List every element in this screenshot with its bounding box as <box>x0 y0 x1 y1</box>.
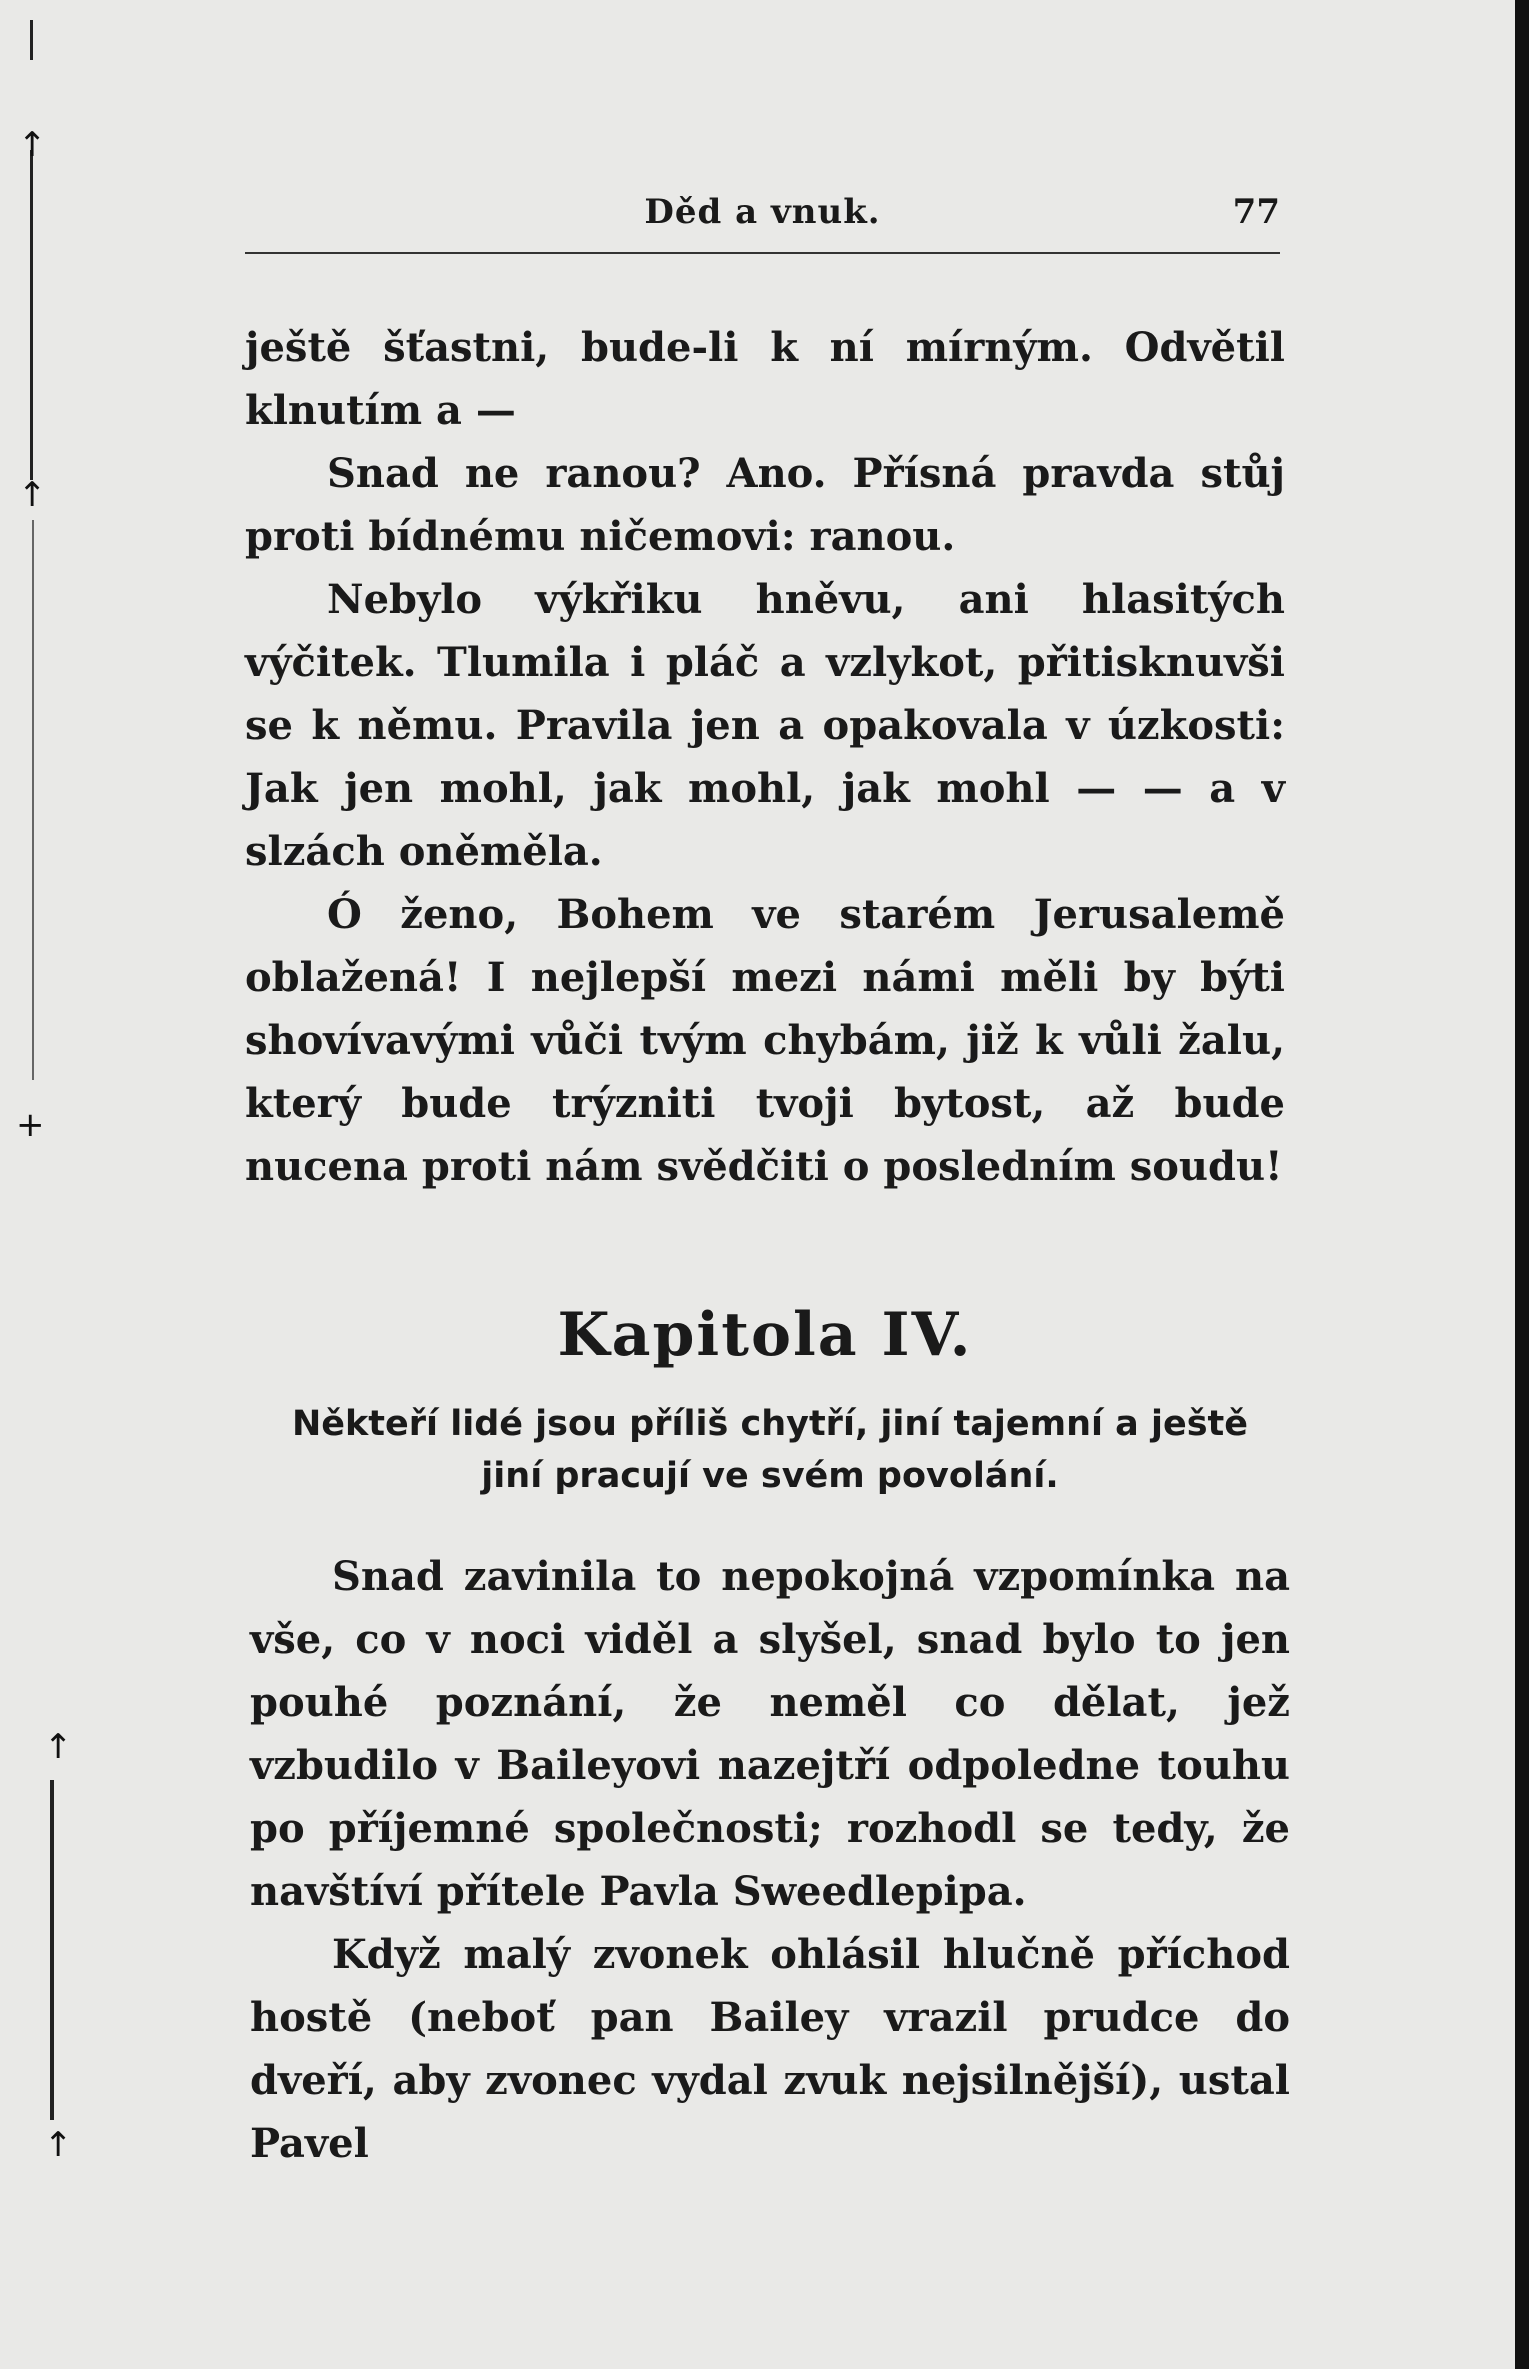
binding-edge-line <box>32 520 34 1080</box>
chapter-subtitle-line: jiní pracují ve svém povolání. <box>481 1456 1059 1496</box>
binding-edge-line <box>30 20 33 60</box>
binding-arrow-icon: ↑ <box>44 1727 73 1767</box>
page-right-edge <box>1515 0 1529 2369</box>
binding-edge-line <box>50 1780 54 2120</box>
binding-edge-line <box>30 150 33 480</box>
paragraph: Snad zavinila to nepokojná vzpomínka na vše, co v noci viděl a slyšel, snad bylo to jen pouhé poznání, že neměl co dělat, jež vzbudilo v Baileyovi nazejtří odpoledne touhu po příjemné společnosti; rozhodl se tedy, že navštíví přítele Pavla Sweedlepipa. <box>250 1553 1290 1915</box>
paragraph: Když malý zvonek ohlásil hlučně příchod hostě (neboť pan Bailey vrazil prudce do dveří, aby zvonec vydal zvuk nejsilnější), ustal Pavel <box>250 1931 1290 2167</box>
chapter-heading: Kapitola IV. <box>557 1300 973 1370</box>
paragraph: Snad ne ranou? Ano. Přísná pravda stůj proti bídnému ničemovi: ranou. <box>245 450 1285 560</box>
paragraph: Ó ženo, Bohem ve starém Jerusalemě oblažená! I nejlepší mezi námi měli by býti shovívavými vůči tvým chybám, již k vůli žalu, který bude trýzniti tvoji bytost, až bude nucena proti nám svědčiti o posledním soudu! <box>245 891 1285 1190</box>
chapter-subtitle <box>250 1398 1290 1502</box>
paragraph: Nebylo výkřiku hněvu, ani hlasitých výčitek. Tlumila i pláč a vzlykot, přitisknuvši se k němu. Pravila jen a opakovala v úzkosti: Jak jen mohl, jak mohl, jak mohl — — a v slzách oněměla. <box>245 576 1285 875</box>
upper-text-block <box>245 316 1285 1198</box>
page-number: 77 <box>1232 192 1280 232</box>
binding-arrow-icon: ↑ <box>18 125 47 165</box>
binding-cross-icon: + <box>16 1105 45 1145</box>
binding-arrow-icon: ↑ <box>18 475 47 515</box>
header-title: Děd a vnuk. <box>644 192 881 232</box>
chapter-subtitle-line: Někteří lidé jsou příliš chytří, jiní tajemní a ještě <box>291 1404 1249 1444</box>
paragraph: ještě šťastni, bude-li k ní mírným. Odvětil klnutím a — <box>245 324 1285 434</box>
binding-arrow-icon: ↑ <box>44 2125 73 2165</box>
lower-text-block <box>250 1545 1290 2175</box>
running-header <box>245 192 1280 254</box>
